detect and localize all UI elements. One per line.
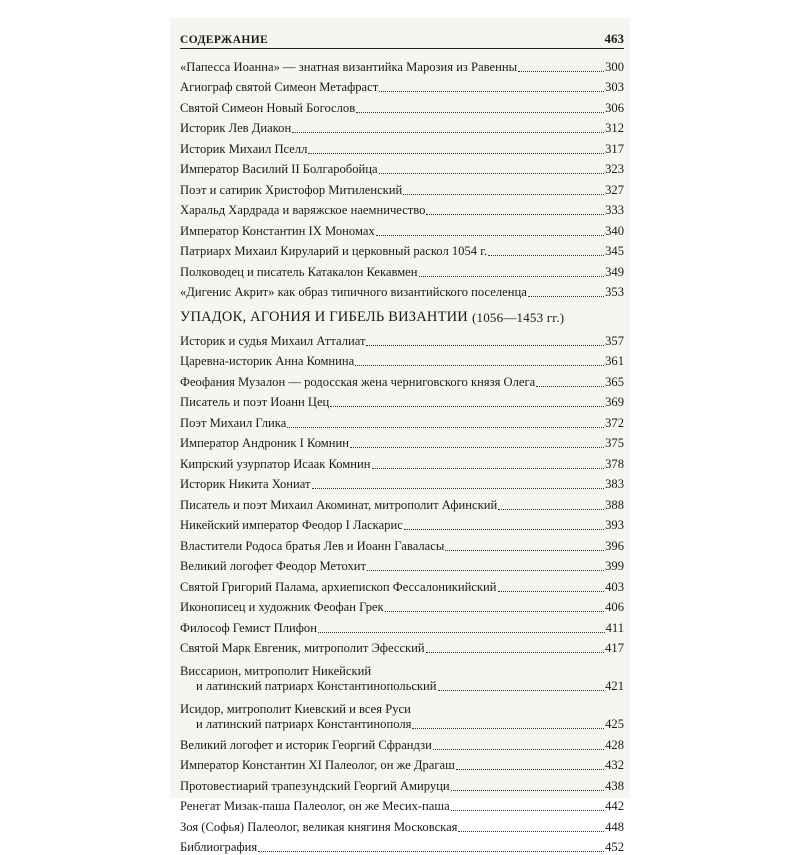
dot-leader: [488, 255, 604, 256]
toc-entry: [180, 814, 624, 835]
toc-entry-title: [180, 641, 425, 656]
toc-entry: [180, 513, 624, 534]
toc-list-top: [180, 54, 624, 300]
dot-leader: [385, 611, 604, 612]
toc-entry-title: [180, 477, 311, 492]
toc-entry-title: [180, 60, 517, 75]
toc-entry-page: 369: [605, 395, 624, 410]
toc-entry-page: 323: [605, 162, 624, 177]
toc-entry-page: 300: [605, 60, 624, 75]
toc-entry-title-line: Император Василий II Болгаробойца: [180, 162, 378, 176]
toc-entry-page: 438: [605, 779, 624, 794]
toc-entry-page: 333: [605, 203, 624, 218]
toc-entry: [180, 198, 624, 219]
toc-entry-title: [180, 758, 455, 773]
dot-leader: [445, 550, 604, 551]
toc-entry-page: 375: [605, 436, 624, 451]
toc-entry-title: [180, 101, 355, 116]
toc-entry-title-line: Библиография: [180, 840, 257, 854]
toc-entry-page: 421: [605, 679, 624, 694]
toc-entry-page: 406: [605, 600, 624, 615]
toc-entry: [180, 136, 624, 157]
toc-list-bottom: [180, 328, 624, 855]
toc-entry-title: [180, 738, 432, 753]
toc-entry-title-line: Патриарх Михаил Кируларий и церковный раскол 1054 г.: [180, 244, 487, 258]
toc-entry: [180, 554, 624, 575]
toc-entry-title-line: Писатель и поэт Михаил Акоминат, митрополит Афинский: [180, 498, 497, 512]
toc-entry: [180, 451, 624, 472]
dot-leader: [367, 570, 604, 571]
toc-entry-page: 372: [605, 416, 624, 431]
dot-leader: [451, 790, 604, 791]
toc-entry-title: [180, 183, 402, 198]
toc-entry-title: [180, 580, 497, 595]
toc-entry-title: [180, 354, 354, 369]
toc-entry-title: [180, 80, 378, 95]
toc-entry-title: [180, 285, 527, 300]
toc-entry: [180, 218, 624, 239]
dot-leader: [330, 406, 604, 407]
dot-leader: [412, 728, 604, 729]
dot-leader: [376, 235, 604, 236]
toc-entry-title: [180, 559, 366, 574]
toc-entry-page: 353: [605, 285, 624, 300]
toc-entry-title: [180, 840, 257, 855]
toc-entry-page: 306: [605, 101, 624, 116]
toc-entry-page: 345: [605, 244, 624, 259]
toc-entry-page: 349: [605, 265, 624, 280]
toc-entry-title: [180, 600, 384, 615]
toc-entry-title: [180, 539, 444, 554]
toc-entry-title-line: Писатель и поэт Иоанн Цец: [180, 395, 329, 409]
toc-entry-title-line: Харальд Хардрада и варяжское наемничество: [180, 203, 425, 217]
toc-entry: [180, 95, 624, 116]
toc-entry-page: 312: [605, 121, 624, 136]
toc-entry-title: [180, 518, 403, 533]
dot-leader: [379, 91, 604, 92]
toc-entry-title-line: Зоя (Софья) Палеолог, великая княгиня Московская: [180, 820, 457, 834]
toc-entry-page: 383: [605, 477, 624, 492]
toc-entry-title-line: Историк Никита Хониат: [180, 477, 311, 491]
toc-entry-title-line: Историк Лев Диакон: [180, 121, 291, 135]
dot-leader: [456, 769, 604, 770]
toc-entry-title-line: Император Андроник I Комнин: [180, 436, 349, 450]
toc-entry: [180, 753, 624, 774]
toc-entry-title-line: Святой Симеон Новый Богослов: [180, 101, 355, 115]
toc-entry-title-line: Никейский император Феодор I Ласкарис: [180, 518, 403, 532]
toc-entry-page: 340: [605, 224, 624, 239]
toc-entry-title-line: Феофания Музалон — родосская жена черниговского князя Олега: [180, 375, 535, 389]
toc-entry-title: [180, 416, 286, 431]
dot-leader: [498, 509, 604, 510]
dot-leader: [404, 529, 604, 530]
dot-leader: [536, 386, 604, 387]
toc-entry-title-line: Ренегат Мизак-паша Палеолог, он же Месих-паша: [180, 799, 450, 813]
dot-leader: [258, 851, 604, 852]
dot-leader: [426, 214, 604, 215]
toc-entry-page: 411: [606, 621, 624, 636]
toc-entry-title: [180, 265, 418, 280]
toc-entry-title-line: Исидор, митрополит Киевский и всея Руси: [180, 702, 411, 716]
toc-entry: [180, 574, 624, 595]
toc-entry-title: [180, 334, 365, 349]
toc-entry-page: 417: [605, 641, 624, 656]
toc-entry-title-line: Великий логофет Феодор Метохит: [180, 559, 366, 573]
dot-leader: [312, 488, 605, 489]
toc-entry-title-line: «Папесса Иоанна» — знатная византийка Марозия из Равенны: [180, 60, 517, 74]
book-page: [170, 18, 630, 798]
toc-entry-title: [180, 224, 375, 239]
toc-entry-page: 432: [605, 758, 624, 773]
toc-entry-title: [180, 436, 349, 451]
toc-entry: [180, 239, 624, 260]
toc-entry-page: 442: [605, 799, 624, 814]
toc-entry: [180, 390, 624, 411]
page-header: [180, 30, 624, 49]
toc-entry-title-line-2: и латинский патриарх Константинополя: [180, 717, 411, 732]
toc-entry-title-line: Святой Григорий Палама, архиепископ Фессалоникийский: [180, 580, 497, 594]
dot-leader: [451, 810, 604, 811]
dot-leader: [292, 132, 604, 133]
dot-leader: [528, 296, 604, 297]
toc-entry-title-line: Поэт и сатирик Христофор Митиленский: [180, 183, 402, 197]
toc-entry-title-line: Властители Родоса братья Лев и Иоанн Гавaласы: [180, 539, 444, 553]
dot-leader: [355, 365, 604, 366]
toc-entry-title-line: Император Константин XI Палеолог, он же Драгаш: [180, 758, 455, 772]
toc-entry-page: 448: [605, 820, 624, 835]
toc-entry-title-line: Историк Михаил Пселл: [180, 142, 307, 156]
toc-entry: [180, 472, 624, 493]
toc-entry: [180, 694, 624, 732]
toc-entry-title-line: Кипрский узурпатор Исаак Комнин: [180, 457, 371, 471]
toc-entry-page: 425: [605, 717, 624, 732]
toc-entry: [180, 410, 624, 431]
toc-entry: [180, 280, 624, 301]
toc-entry-title: [180, 375, 535, 390]
toc-entry: [180, 259, 624, 280]
toc-entry-page: 357: [605, 334, 624, 349]
toc-entry: [180, 794, 624, 815]
toc-entry-title: [180, 395, 329, 410]
dot-leader: [366, 345, 604, 346]
toc-entry-title: [180, 162, 378, 177]
dot-leader: [350, 447, 604, 448]
toc-entry: [180, 595, 624, 616]
toc-entry-title: [180, 779, 450, 794]
dot-leader: [287, 427, 604, 428]
toc-entry-title-line: Протовестиарий трапезундский Георгий Амируци: [180, 779, 450, 793]
toc-entry: [180, 116, 624, 137]
toc-entry-title: [180, 820, 457, 835]
header-title: СОДЕРЖАНИЕ: [180, 34, 268, 48]
toc-entry-page: 388: [605, 498, 624, 513]
toc-entry-title: [180, 244, 487, 259]
toc-entry: [180, 54, 624, 75]
toc-entry-title-line: Иконописец и художник Феофан Грек: [180, 600, 384, 614]
toc-entry: [180, 431, 624, 452]
dot-leader: [318, 632, 605, 633]
dot-leader: [356, 112, 604, 113]
toc-entry-title-line: Виссарион, митрополит Никейский: [180, 664, 371, 678]
toc-entry-title-line: Философ Гемист Плифон: [180, 621, 317, 635]
toc-entry: [180, 369, 624, 390]
toc-entry-title: [180, 498, 497, 513]
toc-entry: [180, 533, 624, 554]
toc-entry-title-line: Агиограф святой Симеон Метафраст: [180, 80, 378, 94]
dot-leader: [458, 831, 604, 832]
toc-entry-title-line: Великий логофет и историк Георгий Сфрандзи: [180, 738, 432, 752]
toc-entry-page: 393: [605, 518, 624, 533]
toc-entry-title-line-2: и латинский патриарх Константинопольский: [180, 679, 437, 694]
dot-leader: [379, 173, 605, 174]
toc-entry-title: [180, 664, 437, 694]
section-title: УПАДОК, АГОНИЯ И ГИБЕЛЬ ВИЗАНТИИ: [180, 309, 468, 326]
toc-entry-title: [180, 142, 307, 157]
toc-entry-title: [180, 799, 450, 814]
dot-leader: [518, 71, 604, 72]
toc-entry-page: 361: [605, 354, 624, 369]
section-heading: [180, 302, 624, 326]
header-page-number: 463: [605, 31, 625, 48]
toc-entry-page: 303: [605, 80, 624, 95]
dot-leader: [419, 276, 605, 277]
toc-entry-page: 428: [605, 738, 624, 753]
dot-leader: [498, 591, 605, 592]
toc-entry-title-line: Историк и судья Михаил Атталиат: [180, 334, 365, 348]
toc-entry: [180, 732, 624, 753]
toc-entry: [180, 328, 624, 349]
table-of-contents: [180, 54, 624, 855]
toc-entry: [180, 835, 624, 855]
dot-leader: [433, 749, 604, 750]
toc-entry-page: 452: [605, 840, 624, 855]
toc-entry: [180, 656, 624, 694]
toc-entry-title-line: «Дигенис Акрит» как образ типичного византийского поселенца: [180, 285, 527, 299]
toc-entry-page: 396: [605, 539, 624, 554]
toc-entry-title-line: Полководец и писатель Катакалон Кекавмен: [180, 265, 418, 279]
toc-entry-title-line: Поэт Михаил Глика: [180, 416, 286, 430]
toc-entry-title: [180, 621, 317, 636]
toc-entry-title: [180, 121, 291, 136]
toc-entry-title: [180, 457, 371, 472]
toc-entry-title-line: Император Константин IX Мономах: [180, 224, 375, 238]
dot-leader: [403, 194, 604, 195]
dot-leader: [372, 468, 605, 469]
toc-entry: [180, 615, 624, 636]
toc-entry-page: 378: [605, 457, 624, 472]
toc-entry-page: 365: [605, 375, 624, 390]
section-years: (1056—1453 гг.): [472, 310, 564, 326]
dot-leader: [426, 652, 604, 653]
toc-entry: [180, 177, 624, 198]
toc-entry-title-line: Царевна-историк Анна Комнина: [180, 354, 354, 368]
toc-entry-page: 317: [605, 142, 624, 157]
dot-leader: [308, 153, 604, 154]
toc-entry-page: 403: [605, 580, 624, 595]
toc-entry: [180, 636, 624, 657]
toc-entry: [180, 75, 624, 96]
toc-entry: [180, 157, 624, 178]
toc-entry: [180, 773, 624, 794]
toc-entry-page: 399: [605, 559, 624, 574]
toc-entry-page: 327: [605, 183, 624, 198]
dot-leader: [438, 690, 605, 691]
toc-entry-title: [180, 203, 425, 218]
toc-entry: [180, 349, 624, 370]
toc-entry-title-line: Святой Марк Евгеник, митрополит Эфесский: [180, 641, 425, 655]
toc-entry-title: [180, 702, 411, 732]
toc-entry: [180, 492, 624, 513]
